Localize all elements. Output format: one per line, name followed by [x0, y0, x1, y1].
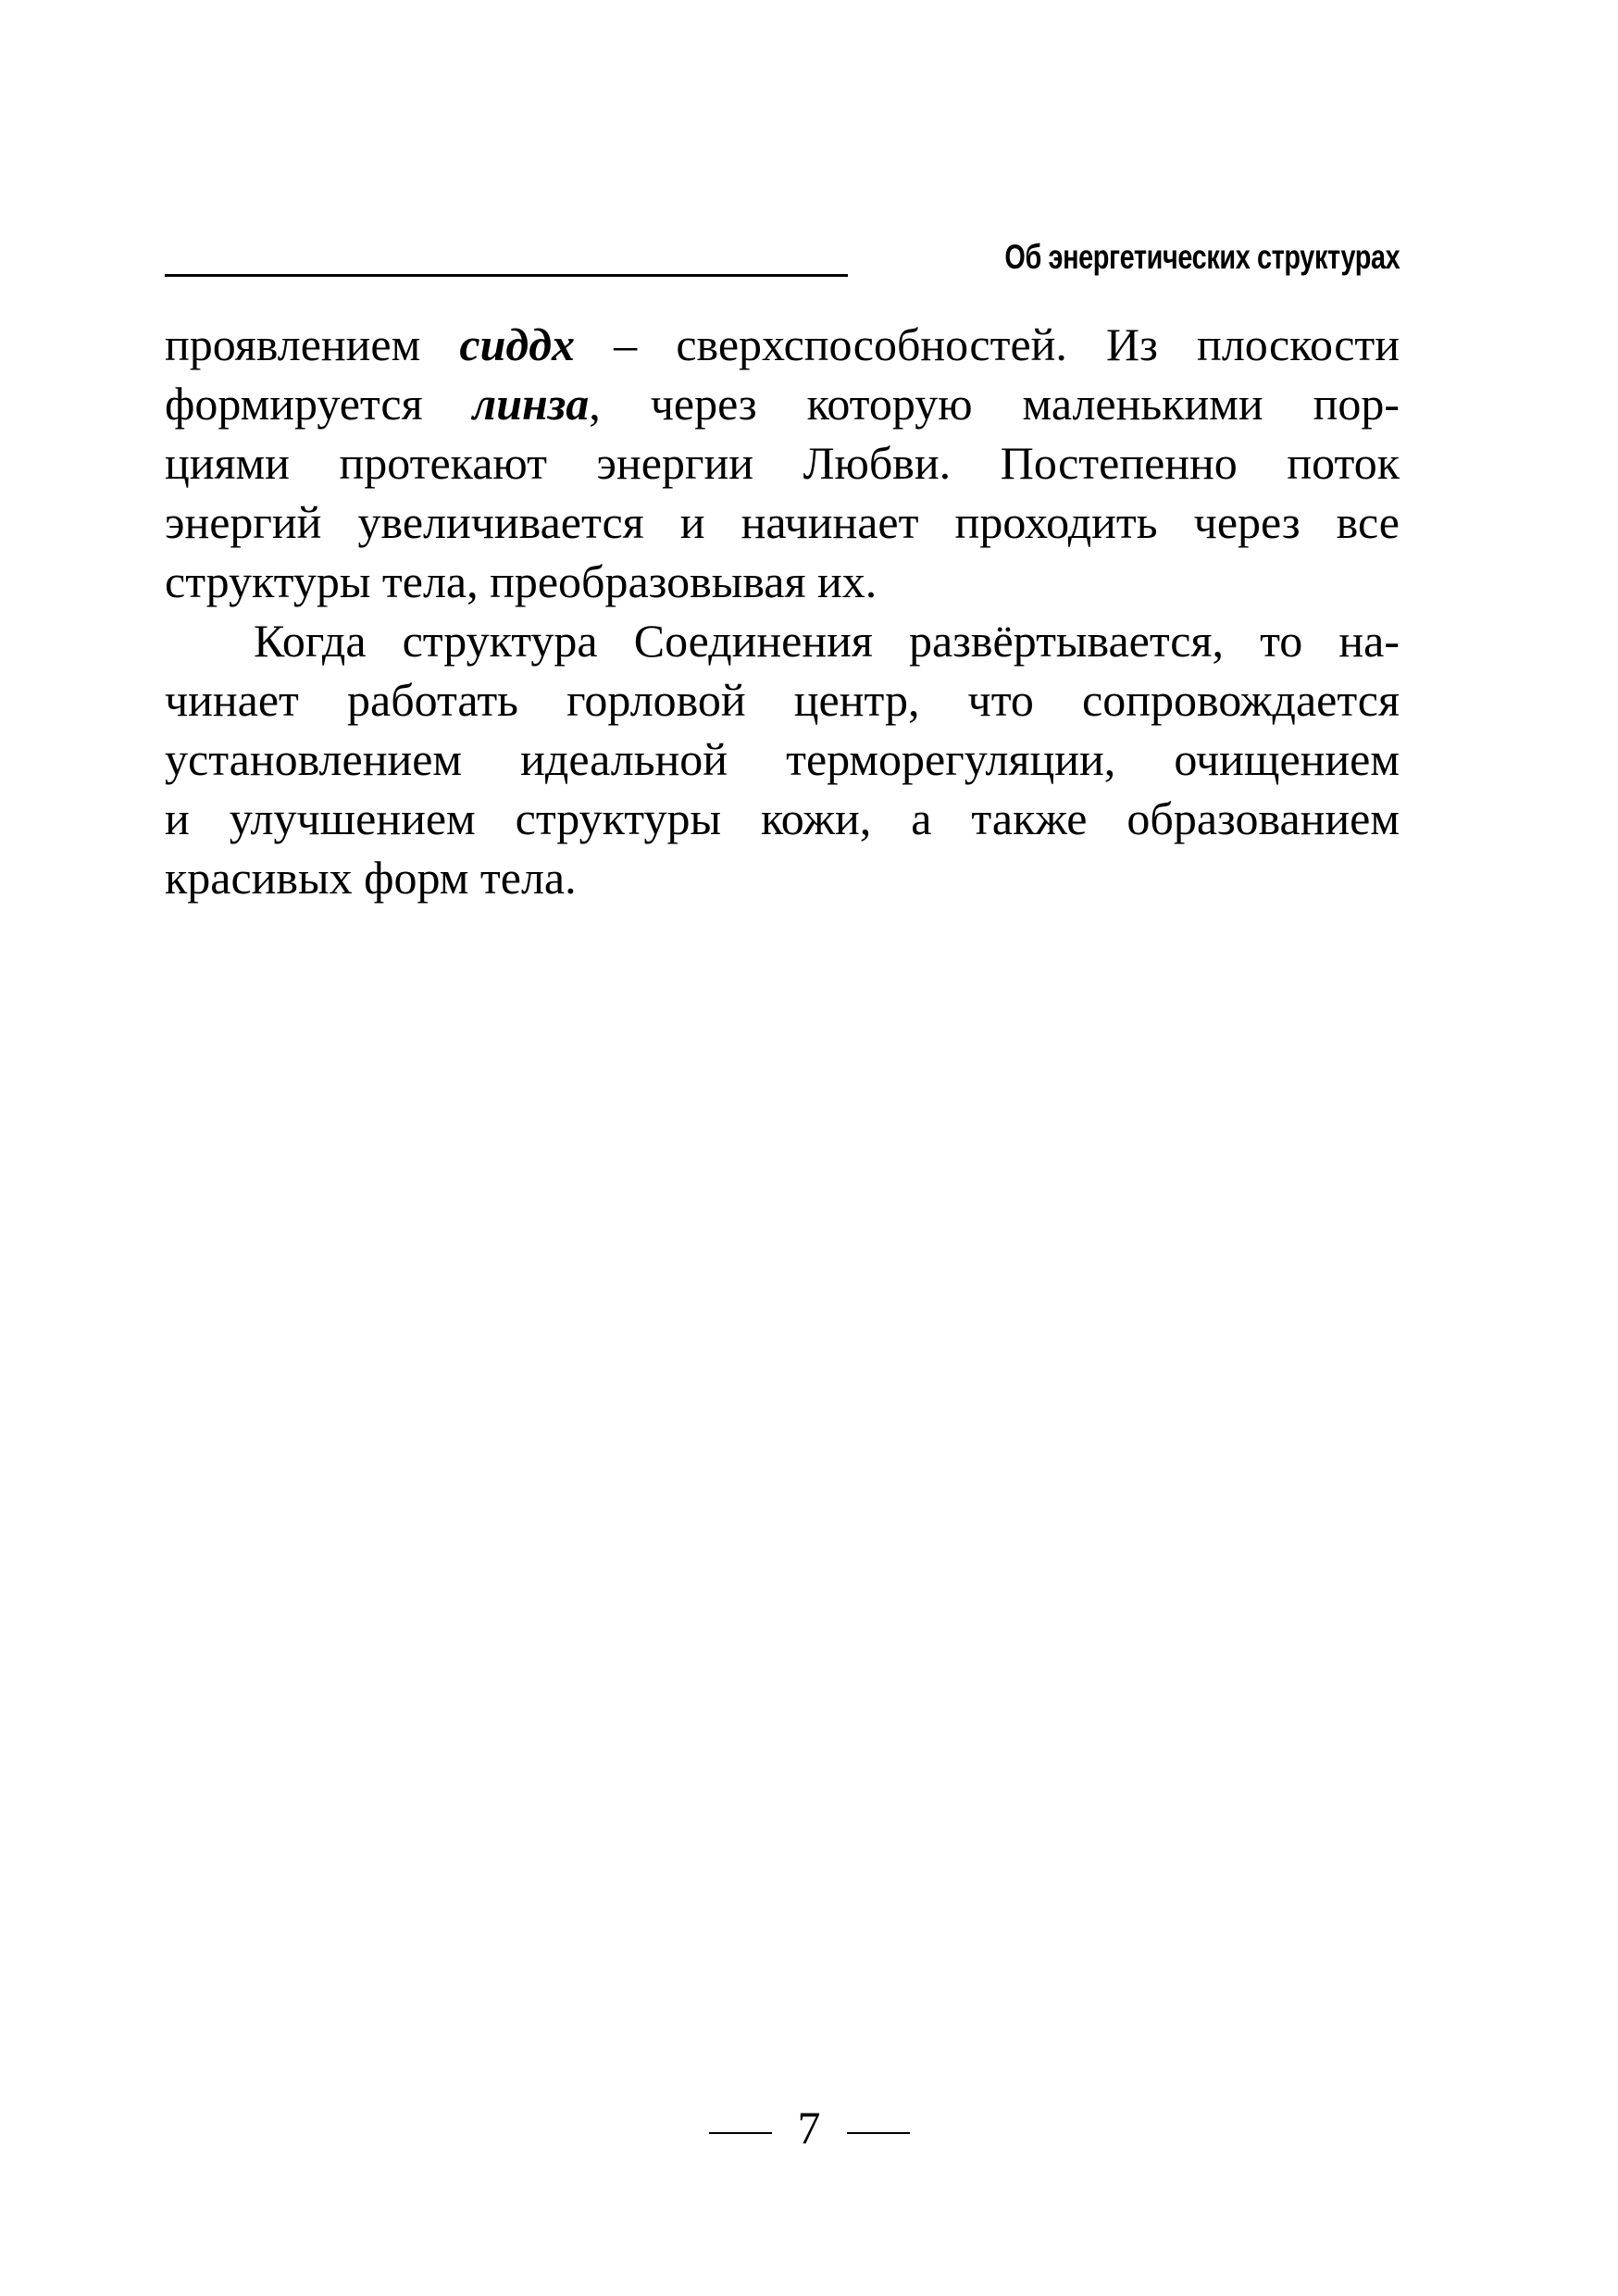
header-rule	[165, 274, 848, 277]
page-number: 7	[797, 2102, 821, 2153]
paragraph-2	[165, 611, 1400, 907]
paragraph-line: энергий увеличивается и начинает проходить через все	[165, 496, 1400, 548]
emphasized-term: сиддх	[459, 318, 576, 370]
paragraph-line	[165, 315, 1400, 374]
body-text	[165, 315, 1400, 907]
text-run: проявлением	[165, 318, 460, 370]
emphasized-term: линза	[472, 378, 590, 430]
folio-dash-left	[709, 2132, 772, 2134]
text-run: , через которую маленькими пор-	[589, 378, 1400, 430]
running-header	[165, 222, 1400, 280]
paragraph-line: структуры тела, преобразовывая их.	[165, 555, 877, 607]
paragraph-line: установлением идеальной терморегуляции, очищением	[165, 733, 1400, 785]
paragraph-1	[165, 315, 1400, 611]
paragraph-line: и улучшением структуры кожи, а также образованием	[165, 792, 1400, 844]
text-run: формируется	[165, 378, 473, 430]
running-header-title: Об энергетических структурах	[1004, 238, 1400, 276]
text-run: – сверхспособностей. Из плоскости	[575, 318, 1400, 370]
folio-dash-right	[847, 2132, 910, 2134]
paragraph-line: красивых форм тела.	[165, 852, 577, 904]
paragraph-line: чинает работать горловой центр, что сопровождается	[165, 674, 1400, 726]
paragraph-line: Когда структура Соединения развёртывается, то на-	[254, 615, 1400, 667]
paragraph-line: циями протекают энергии Любви. Постепенно поток	[165, 437, 1400, 489]
page-footer	[0, 2098, 1618, 2157]
paragraph-line	[165, 374, 1400, 433]
